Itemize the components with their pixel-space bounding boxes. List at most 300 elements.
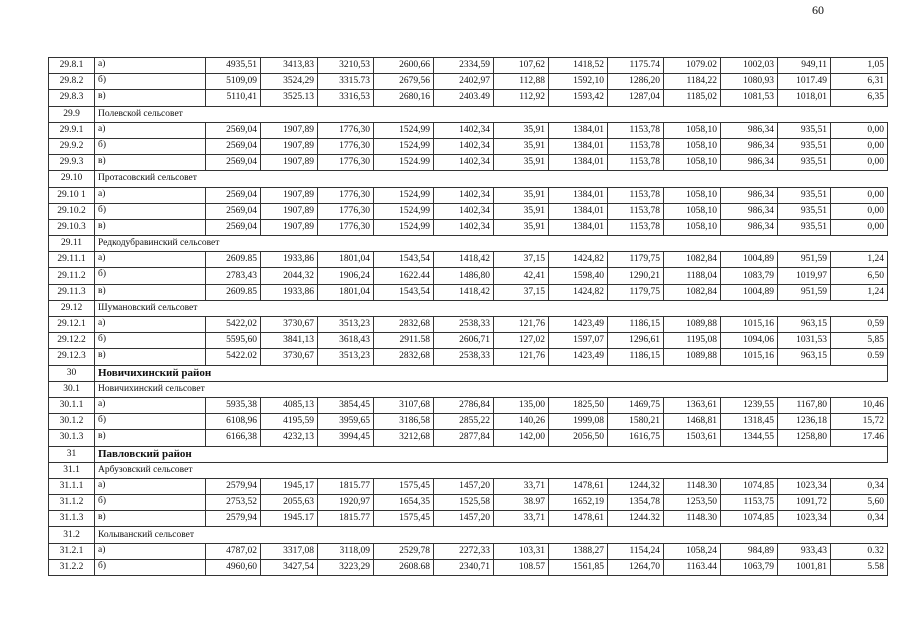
value-cell: 1622.44 bbox=[374, 268, 434, 284]
value-cell: 5,60 bbox=[831, 495, 888, 511]
row-label: б) bbox=[95, 495, 206, 511]
row-code: 29.10 1 bbox=[49, 187, 95, 203]
value-cell: 1015,16 bbox=[721, 349, 778, 365]
value-cell: 0,00 bbox=[831, 203, 888, 219]
district-header-row bbox=[49, 365, 888, 381]
value-cell: 1,24 bbox=[831, 284, 888, 300]
value-cell: 1575,45 bbox=[374, 478, 434, 494]
table-row bbox=[49, 155, 888, 171]
value-cell: 1253,50 bbox=[664, 495, 721, 511]
value-cell: 2340,71 bbox=[434, 559, 494, 575]
value-cell: 1318,45 bbox=[721, 414, 778, 430]
value-cell: 4960,60 bbox=[206, 559, 261, 575]
value-cell: 1418,42 bbox=[434, 252, 494, 268]
value-cell: 112,88 bbox=[494, 74, 549, 90]
value-cell: 949,11 bbox=[778, 58, 831, 74]
value-cell: 3841,13 bbox=[261, 333, 318, 349]
value-cell: 1907,89 bbox=[261, 219, 318, 235]
value-cell: 1776,30 bbox=[318, 219, 374, 235]
value-cell: 3427,54 bbox=[261, 559, 318, 575]
value-cell: 1945.17 bbox=[261, 511, 318, 527]
value-cell: 1074,85 bbox=[721, 478, 778, 494]
value-cell: 3223,29 bbox=[318, 559, 374, 575]
value-cell: 1592,10 bbox=[549, 74, 608, 90]
value-cell: 2579,94 bbox=[206, 511, 261, 527]
value-cell: 1524,99 bbox=[374, 138, 434, 154]
row-label: б) bbox=[95, 138, 206, 154]
value-cell: 1153,75 bbox=[721, 495, 778, 511]
value-cell: 5110,41 bbox=[206, 90, 261, 106]
value-cell: 1017.49 bbox=[778, 74, 831, 90]
value-cell: 1384,01 bbox=[549, 122, 608, 138]
value-cell: 1083,79 bbox=[721, 268, 778, 284]
table-row bbox=[49, 349, 888, 365]
district-header-row bbox=[49, 446, 888, 462]
value-cell: 1023,34 bbox=[778, 511, 831, 527]
value-cell: 1179,75 bbox=[608, 252, 664, 268]
value-cell: 1148.30 bbox=[664, 511, 721, 527]
table-row bbox=[49, 495, 888, 511]
value-cell: 935,51 bbox=[778, 155, 831, 171]
value-cell: 2679,56 bbox=[374, 74, 434, 90]
row-label: в) bbox=[95, 90, 206, 106]
value-cell: 1423,49 bbox=[549, 317, 608, 333]
value-cell: 1148.30 bbox=[664, 478, 721, 494]
value-cell: 1945,17 bbox=[261, 478, 318, 494]
row-code: 29.12.1 bbox=[49, 317, 95, 333]
value-cell: 1543,54 bbox=[374, 284, 434, 300]
row-label: а) bbox=[95, 317, 206, 333]
table-row bbox=[49, 414, 888, 430]
value-cell: 2403.49 bbox=[434, 90, 494, 106]
value-cell: 2056,50 bbox=[549, 430, 608, 446]
value-cell: 10,46 bbox=[831, 397, 888, 413]
value-cell: 1058,10 bbox=[664, 122, 721, 138]
row-code: 29.10.2 bbox=[49, 203, 95, 219]
value-cell: 4232,13 bbox=[261, 430, 318, 446]
value-cell: 1524.99 bbox=[374, 155, 434, 171]
value-cell: 135,00 bbox=[494, 397, 549, 413]
value-cell: 1004,89 bbox=[721, 252, 778, 268]
row-label: б) bbox=[95, 559, 206, 575]
row-code: 29.12 bbox=[49, 300, 95, 316]
row-label: в) bbox=[95, 284, 206, 300]
section-title: Колыванский сельсовет bbox=[95, 527, 888, 543]
table-row bbox=[49, 138, 888, 154]
value-cell: 103,31 bbox=[494, 543, 549, 559]
value-cell: 1286,20 bbox=[608, 74, 664, 90]
value-cell: 1776,30 bbox=[318, 138, 374, 154]
value-cell: 3730,67 bbox=[261, 349, 318, 365]
value-cell: 2832,68 bbox=[374, 317, 434, 333]
value-cell: 1290,21 bbox=[608, 268, 664, 284]
value-cell: 2272,33 bbox=[434, 543, 494, 559]
value-cell: 1525,58 bbox=[434, 495, 494, 511]
value-cell: 2783,43 bbox=[206, 268, 261, 284]
row-code: 31 bbox=[49, 446, 95, 462]
value-cell: 3107,68 bbox=[374, 397, 434, 413]
value-cell: 3524,29 bbox=[261, 74, 318, 90]
value-cell: 5.58 bbox=[831, 559, 888, 575]
value-cell: 986,34 bbox=[721, 155, 778, 171]
table-row bbox=[49, 268, 888, 284]
table-row bbox=[49, 74, 888, 90]
value-cell: 0,00 bbox=[831, 155, 888, 171]
row-code: 29.9.2 bbox=[49, 138, 95, 154]
value-cell: 1907,89 bbox=[261, 138, 318, 154]
value-cell: 1575,45 bbox=[374, 511, 434, 527]
value-cell: 1163.44 bbox=[664, 559, 721, 575]
value-cell: 1004,89 bbox=[721, 284, 778, 300]
row-code: 29.12.2 bbox=[49, 333, 95, 349]
row-label: б) bbox=[95, 203, 206, 219]
value-cell: 127,02 bbox=[494, 333, 549, 349]
value-cell: 17.46 bbox=[831, 430, 888, 446]
value-cell: 3959,65 bbox=[318, 414, 374, 430]
value-cell: 2569,04 bbox=[206, 138, 261, 154]
value-cell: 1776,30 bbox=[318, 203, 374, 219]
value-cell: 1089,88 bbox=[664, 349, 721, 365]
value-cell: 1082,84 bbox=[664, 284, 721, 300]
value-cell: 1468,81 bbox=[664, 414, 721, 430]
value-cell: 6,50 bbox=[831, 268, 888, 284]
value-cell: 1906,24 bbox=[318, 268, 374, 284]
value-cell: 1424,82 bbox=[549, 284, 608, 300]
value-cell: 1,05 bbox=[831, 58, 888, 74]
row-code: 31.1.1 bbox=[49, 478, 95, 494]
value-cell: 1478,61 bbox=[549, 511, 608, 527]
value-cell: 984,89 bbox=[721, 543, 778, 559]
district-title: Павловский район bbox=[95, 446, 888, 462]
table-row bbox=[49, 203, 888, 219]
value-cell: 107,62 bbox=[494, 58, 549, 74]
value-cell: 1153,78 bbox=[608, 219, 664, 235]
value-cell: 2569,04 bbox=[206, 203, 261, 219]
value-cell: 6,35 bbox=[831, 90, 888, 106]
row-label: б) bbox=[95, 333, 206, 349]
value-cell: 3413,83 bbox=[261, 58, 318, 74]
table-row bbox=[49, 478, 888, 494]
value-cell: 1561,85 bbox=[549, 559, 608, 575]
value-cell: 2055,63 bbox=[261, 495, 318, 511]
value-cell: 3316,53 bbox=[318, 90, 374, 106]
value-cell: 1167,80 bbox=[778, 397, 831, 413]
value-cell: 1344,55 bbox=[721, 430, 778, 446]
value-cell: 1402,34 bbox=[434, 155, 494, 171]
value-cell: 1907,89 bbox=[261, 203, 318, 219]
value-cell: 4085,13 bbox=[261, 397, 318, 413]
value-cell: 2609.85 bbox=[206, 284, 261, 300]
table-row bbox=[49, 511, 888, 527]
value-cell: 1402,34 bbox=[434, 219, 494, 235]
value-cell: 933,43 bbox=[778, 543, 831, 559]
value-cell: 5595,60 bbox=[206, 333, 261, 349]
row-code: 31.2.1 bbox=[49, 543, 95, 559]
value-cell: 112,92 bbox=[494, 90, 549, 106]
row-code: 31.1.2 bbox=[49, 495, 95, 511]
value-cell: 2911.58 bbox=[374, 333, 434, 349]
row-label: а) bbox=[95, 252, 206, 268]
value-cell: 35,91 bbox=[494, 219, 549, 235]
value-cell: 2606,71 bbox=[434, 333, 494, 349]
section-header-row bbox=[49, 381, 888, 397]
value-cell: 2334,59 bbox=[434, 58, 494, 74]
value-cell: 2569,04 bbox=[206, 155, 261, 171]
value-cell: 1478,61 bbox=[549, 478, 608, 494]
table-row bbox=[49, 122, 888, 138]
value-cell: 2569,04 bbox=[206, 122, 261, 138]
value-cell: 1153,78 bbox=[608, 187, 664, 203]
value-cell: 1153,78 bbox=[608, 122, 664, 138]
value-cell: 33,71 bbox=[494, 511, 549, 527]
value-cell: 1184,22 bbox=[664, 74, 721, 90]
value-cell: 5422,02 bbox=[206, 317, 261, 333]
value-cell: 1153,78 bbox=[608, 155, 664, 171]
row-label: а) bbox=[95, 397, 206, 413]
value-cell: 1524,99 bbox=[374, 219, 434, 235]
value-cell: 0.32 bbox=[831, 543, 888, 559]
row-code: 31.2 bbox=[49, 527, 95, 543]
value-cell: 1999,08 bbox=[549, 414, 608, 430]
value-cell: 935,51 bbox=[778, 138, 831, 154]
value-cell: 1015,16 bbox=[721, 317, 778, 333]
value-cell: 1384,01 bbox=[549, 219, 608, 235]
value-cell: 6108,96 bbox=[206, 414, 261, 430]
value-cell: 986,34 bbox=[721, 122, 778, 138]
row-label: а) bbox=[95, 58, 206, 74]
value-cell: 986,34 bbox=[721, 219, 778, 235]
value-cell: 4787,02 bbox=[206, 543, 261, 559]
value-cell: 121,76 bbox=[494, 317, 549, 333]
value-cell: 1296,61 bbox=[608, 333, 664, 349]
value-cell: 1244,32 bbox=[608, 478, 664, 494]
value-cell: 1188,04 bbox=[664, 268, 721, 284]
value-cell: 1195,08 bbox=[664, 333, 721, 349]
row-label: а) bbox=[95, 187, 206, 203]
value-cell: 935,51 bbox=[778, 203, 831, 219]
value-cell: 1002,03 bbox=[721, 58, 778, 74]
value-cell: 963,15 bbox=[778, 349, 831, 365]
value-cell: 935,51 bbox=[778, 219, 831, 235]
value-cell: 1402,34 bbox=[434, 122, 494, 138]
value-cell: 1239,55 bbox=[721, 397, 778, 413]
section-header-row bbox=[49, 462, 888, 478]
table-row bbox=[49, 317, 888, 333]
row-code: 31.1 bbox=[49, 462, 95, 478]
value-cell: 1543,54 bbox=[374, 252, 434, 268]
value-cell: 1264,70 bbox=[608, 559, 664, 575]
table-row bbox=[49, 559, 888, 575]
value-cell: 1,24 bbox=[831, 252, 888, 268]
table-row bbox=[49, 430, 888, 446]
value-cell: 2569,04 bbox=[206, 187, 261, 203]
value-cell: 2786,84 bbox=[434, 397, 494, 413]
value-cell: 1258,80 bbox=[778, 430, 831, 446]
value-cell: 38.97 bbox=[494, 495, 549, 511]
value-cell: 1018,01 bbox=[778, 90, 831, 106]
section-title: Полевской сельсовет bbox=[95, 106, 888, 122]
value-cell: 0,00 bbox=[831, 219, 888, 235]
value-cell: 1244.32 bbox=[608, 511, 664, 527]
value-cell: 15,72 bbox=[831, 414, 888, 430]
value-cell: 986,34 bbox=[721, 203, 778, 219]
value-cell: 1776,30 bbox=[318, 122, 374, 138]
value-cell: 35,91 bbox=[494, 122, 549, 138]
value-cell: 0,59 bbox=[831, 317, 888, 333]
value-cell: 1776,30 bbox=[318, 187, 374, 203]
value-cell: 2877,84 bbox=[434, 430, 494, 446]
value-cell: 1058,10 bbox=[664, 203, 721, 219]
value-cell: 42,41 bbox=[494, 268, 549, 284]
value-cell: 6,31 bbox=[831, 74, 888, 90]
row-code: 29.11.1 bbox=[49, 252, 95, 268]
value-cell: 3618,43 bbox=[318, 333, 374, 349]
value-cell: 3994,45 bbox=[318, 430, 374, 446]
value-cell: 1424,82 bbox=[549, 252, 608, 268]
table-row bbox=[49, 252, 888, 268]
value-cell: 1776,30 bbox=[318, 155, 374, 171]
value-cell: 1593,42 bbox=[549, 90, 608, 106]
value-cell: 1185,02 bbox=[664, 90, 721, 106]
value-cell: 951,59 bbox=[778, 252, 831, 268]
value-cell: 1023,34 bbox=[778, 478, 831, 494]
value-cell: 1058,10 bbox=[664, 187, 721, 203]
row-label: в) bbox=[95, 155, 206, 171]
value-cell: 140,26 bbox=[494, 414, 549, 430]
value-cell: 1815.77 bbox=[318, 478, 374, 494]
row-label: а) bbox=[95, 478, 206, 494]
row-code: 29.10 bbox=[49, 171, 95, 187]
value-cell: 1654,35 bbox=[374, 495, 434, 511]
value-cell: 1402,34 bbox=[434, 203, 494, 219]
table-row bbox=[49, 187, 888, 203]
value-cell: 3118,09 bbox=[318, 543, 374, 559]
value-cell: 1524,99 bbox=[374, 203, 434, 219]
row-code: 31.2.2 bbox=[49, 559, 95, 575]
row-code: 29.9 bbox=[49, 106, 95, 122]
value-cell: 3513,23 bbox=[318, 317, 374, 333]
value-cell: 1402,34 bbox=[434, 187, 494, 203]
value-cell: 2609.85 bbox=[206, 252, 261, 268]
value-cell: 2538,33 bbox=[434, 317, 494, 333]
value-cell: 1287,04 bbox=[608, 90, 664, 106]
value-cell: 1524,99 bbox=[374, 122, 434, 138]
value-cell: 935,51 bbox=[778, 122, 831, 138]
value-cell: 2855,22 bbox=[434, 414, 494, 430]
value-cell: 1402,34 bbox=[434, 138, 494, 154]
value-cell: 1091,72 bbox=[778, 495, 831, 511]
value-cell: 35,91 bbox=[494, 155, 549, 171]
row-code: 29.8.1 bbox=[49, 58, 95, 74]
value-cell: 1815.77 bbox=[318, 511, 374, 527]
value-cell: 35,91 bbox=[494, 187, 549, 203]
value-cell: 1079.02 bbox=[664, 58, 721, 74]
table-body bbox=[49, 58, 888, 576]
value-cell: 35,91 bbox=[494, 138, 549, 154]
section-title: Новичихинский сельсовет bbox=[95, 381, 888, 397]
tariff-table bbox=[48, 57, 888, 576]
value-cell: 3186,58 bbox=[374, 414, 434, 430]
value-cell: 2579,94 bbox=[206, 478, 261, 494]
section-header-row bbox=[49, 171, 888, 187]
value-cell: 1236,18 bbox=[778, 414, 831, 430]
row-code: 29.10.3 bbox=[49, 219, 95, 235]
value-cell: 3525.13 bbox=[261, 90, 318, 106]
value-cell: 2529,78 bbox=[374, 543, 434, 559]
value-cell: 1354,78 bbox=[608, 495, 664, 511]
row-code: 29.12.3 bbox=[49, 349, 95, 365]
section-title: Протасовский сельсовет bbox=[95, 171, 888, 187]
value-cell: 2832,68 bbox=[374, 349, 434, 365]
section-title: Шумановский сельсовет bbox=[95, 300, 888, 316]
value-cell: 2753,52 bbox=[206, 495, 261, 511]
value-cell: 1179,75 bbox=[608, 284, 664, 300]
value-cell: 1153,78 bbox=[608, 203, 664, 219]
value-cell: 37,15 bbox=[494, 284, 549, 300]
row-code: 30.1 bbox=[49, 381, 95, 397]
row-code: 29.11.3 bbox=[49, 284, 95, 300]
table-row bbox=[49, 397, 888, 413]
value-cell: 1154,24 bbox=[608, 543, 664, 559]
row-code: 31.1.3 bbox=[49, 511, 95, 527]
value-cell: 1384,01 bbox=[549, 203, 608, 219]
value-cell: 2680,16 bbox=[374, 90, 434, 106]
value-cell: 1094,06 bbox=[721, 333, 778, 349]
value-cell: 1175.74 bbox=[608, 58, 664, 74]
table-row bbox=[49, 333, 888, 349]
value-cell: 1063,79 bbox=[721, 559, 778, 575]
value-cell: 3730,67 bbox=[261, 317, 318, 333]
value-cell: 5109,09 bbox=[206, 74, 261, 90]
value-cell: 1801,04 bbox=[318, 284, 374, 300]
value-cell: 986,34 bbox=[721, 138, 778, 154]
row-label: в) bbox=[95, 349, 206, 365]
value-cell: 1082,84 bbox=[664, 252, 721, 268]
value-cell: 0,00 bbox=[831, 138, 888, 154]
value-cell: 1363,61 bbox=[664, 397, 721, 413]
row-code: 29.9.1 bbox=[49, 122, 95, 138]
value-cell: 4935,51 bbox=[206, 58, 261, 74]
value-cell: 1418,52 bbox=[549, 58, 608, 74]
table-row bbox=[49, 90, 888, 106]
value-cell: 1081,53 bbox=[721, 90, 778, 106]
value-cell: 1089,88 bbox=[664, 317, 721, 333]
table-row bbox=[49, 284, 888, 300]
value-cell: 1907,89 bbox=[261, 155, 318, 171]
value-cell: 3315.73 bbox=[318, 74, 374, 90]
value-cell: 6166,38 bbox=[206, 430, 261, 446]
district-title: Новичихинский район bbox=[95, 365, 888, 381]
value-cell: 0,00 bbox=[831, 187, 888, 203]
value-cell: 1469,75 bbox=[608, 397, 664, 413]
value-cell: 5935,38 bbox=[206, 397, 261, 413]
row-label: б) bbox=[95, 414, 206, 430]
row-code: 29.9.3 bbox=[49, 155, 95, 171]
value-cell: 3854,45 bbox=[318, 397, 374, 413]
value-cell: 1186,15 bbox=[608, 317, 664, 333]
value-cell: 4195,59 bbox=[261, 414, 318, 430]
page-number: 60 bbox=[812, 3, 824, 17]
value-cell: 1907,89 bbox=[261, 122, 318, 138]
value-cell: 142,00 bbox=[494, 430, 549, 446]
row-code: 30.1.1 bbox=[49, 397, 95, 413]
value-cell: 1825,50 bbox=[549, 397, 608, 413]
section-title: Арбузовский сельсовет bbox=[95, 462, 888, 478]
value-cell: 2600,66 bbox=[374, 58, 434, 74]
section-header-row bbox=[49, 106, 888, 122]
value-cell: 1001,81 bbox=[778, 559, 831, 575]
value-cell: 1058,10 bbox=[664, 155, 721, 171]
